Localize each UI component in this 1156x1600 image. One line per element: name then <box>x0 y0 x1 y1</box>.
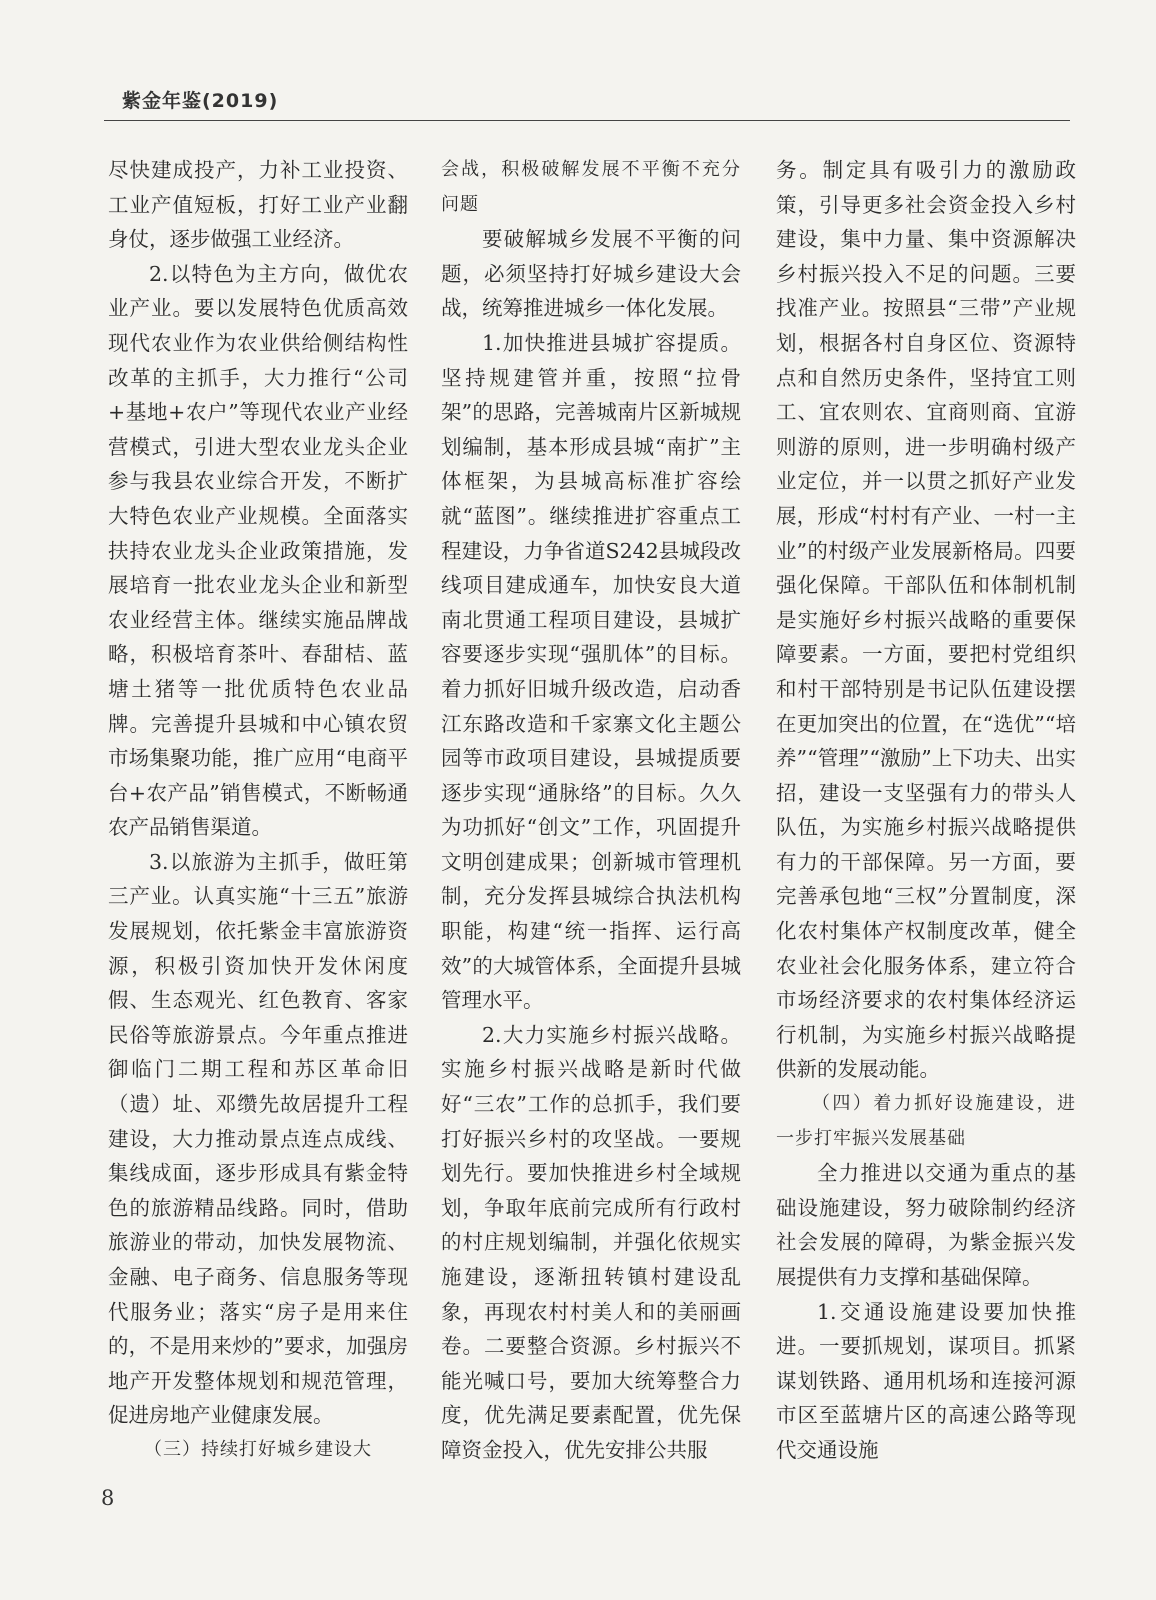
section-heading: 会战，积极破解发展不平衡不充分问题 <box>441 159 741 215</box>
paragraph: 1.加快推进县城扩容提质。坚持规建管并重，按照“拉骨架”的思路，完善城南片区新城规划编制，基本形成县城“南扩”主体框架，为县城高标准扩容绘就“蓝图”。继续推进扩容重点工程建设，力争省道S242县城段改线项目建成通车，加快安良大道南北贯通工程项目建设，县城扩容要逐步实现“强肌体”的目标。着力抓好旧城升级改造，启动香江东路改造和千家寨文化主题公园等市政项目建设，县城提质要逐步实现“通脉络”的目标。久久为功抓好“创文”工作，巩固提升文明创建成果；创新城市管理机制，充分发挥县城综合执法机构职能，构建“统一指挥、运行高效”的大城管体系，全面提升县城管理水平。 <box>441 330 741 1013</box>
paragraph: 要破解城乡发展不平衡的问题，必须坚持打好城乡建设大会战，统筹推进城乡一体化发展。 <box>441 227 741 321</box>
text-column-3 <box>776 153 1076 1468</box>
text-column-2 <box>441 153 741 1468</box>
paragraph: 1.交通设施建设要加快推进。一要抓规划，谋项目。抓紧谋划铁路、通用机场和连接河源市区至蓝塘片区的高速公路等现代交通设施 <box>776 1299 1076 1462</box>
section-heading: （四）着力抓好设施建设，进一步打牢振兴发展基础 <box>776 1093 1076 1149</box>
header-rule <box>104 120 1070 121</box>
paragraph: 尽快建成投产，力补工业投资、工业产值短板，打好工业产业翻身仗，逐步做强工业经济。 <box>108 158 408 252</box>
page-number: 8 <box>101 1486 115 1510</box>
text-column-1 <box>108 153 408 1468</box>
paragraph: 3.以旅游为主抓手，做旺第三产业。认真实施“十三五”旅游发展规划，依托紫金丰富旅游资源，积极引资加快开发休闲度假、生态观光、红色教育、客家民俗等旅游景点。今年重点推进御临门二期工程和苏区革命旧（遗）址、邓缵先故居提升工程建设，大力推动景点连点成线、集线成面，逐步形成具有紫金特色的旅游精品线路。同时，借助旅游业的带动，加快发展物流、金融、电子商务、信息服务等现代服务业；落实“房子是用来住的，不是用来炒的”要求，加强房地产开发整体规划和规范管理，促进房地产业健康发展。 <box>108 849 408 1428</box>
paragraph: 2.大力实施乡村振兴战略。实施乡村振兴战略是新时代做好“三农”工作的总抓手，我们要打好振兴乡村的攻坚战。一要规划先行。要加快推进乡村全域规划，争取年底前完成所有行政村的村庄规划编制，并强化依规实施建设，逐渐扭转镇村建设乱象，再现农村村美人和的美丽画卷。二要整合资源。乡村振兴不能光喊口号，要加大统筹整合力度，优先满足要素配置，优先保障资金投入，优先安排公共服 <box>441 1022 741 1462</box>
paragraph: 全力推进以交通为重点的基础设施建设，努力破除制约经济社会发展的障碍，为紫金振兴发展提供有力支撑和基础保障。 <box>776 1161 1076 1289</box>
paragraph: 2.以特色为主方向，做优农业产业。要以发展特色优质高效现代农业作为农业供给侧结构性改革的主抓手，大力推行“公司+基地+农户”等现代农业产业经营模式，引进大型农业龙头企业参与我县农业综合开发，不断扩大特色农业产业规模。全面落实扶持农业龙头企业政策措施，发展培育一批农业龙头企业和新型农业经营主体。继续实施品牌战略，积极培育茶叶、春甜桔、蓝塘土猪等一批优质特色农业品牌。完善提升县城和中心镇农贸市场集聚功能，推广应用“电商平台+农产品”销售模式，不断畅通农产品销售渠道。 <box>108 261 408 840</box>
section-heading: （三）持续打好城乡建设大 <box>144 1438 372 1460</box>
paragraph: 务。制定具有吸引力的激励政策，引导更多社会资金投入乡村建设，集中力量、集中资源解决乡村振兴投入不足的问题。三要找准产业。按照县“三带”产业规划，根据各村自身区位、资源特点和自然历史条件，坚持宜工则工、宜农则农、宜商则商、宜游则游的原则，进一步明确村级产业定位，并一以贯之抓好产业发展，形成“村村有产业、一村一主业”的村级产业发展新格局。四要强化保障。干部队伍和体制机制是实施好乡村振兴战略的重要保障要素。一方面，要把村党组织和村干部特别是书记队伍建设摆在更加突出的位置，在“选优”“培养”“管理”“激励”上下功夫、出实招，建设一支坚强有力的带头人队伍，为实施乡村振兴战略提供有力的干部保障。另一方面，要完善承包地“三权”分置制度，深化农村集体产权制度改革，健全农业社会化服务体系，建立符合市场经济要求的农村集体经济运行机制，为实施乡村振兴战略提供新的发展动能。 <box>776 158 1076 1082</box>
running-title: 紫金年鉴(2019) <box>122 90 279 112</box>
